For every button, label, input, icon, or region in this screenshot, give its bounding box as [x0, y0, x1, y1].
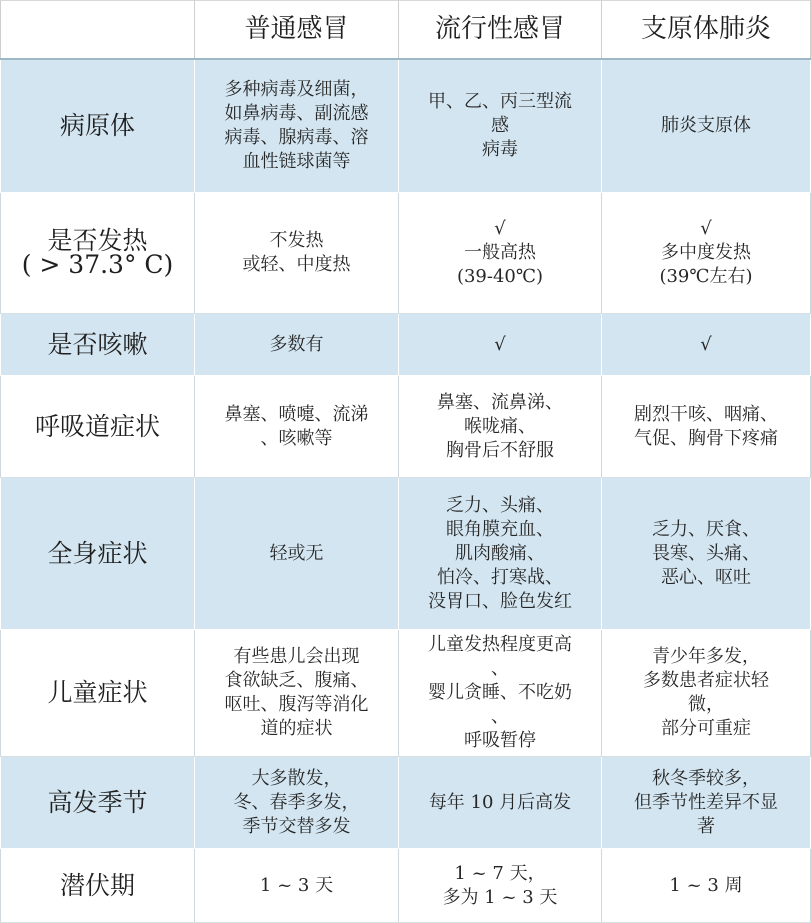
table-row-child-symptoms — [1, 630, 811, 757]
row-label: 病原体 — [1, 59, 195, 193]
table-header-row — [1, 1, 811, 59]
cell-mycoplasma: 秋冬季较多， 但季节性差异不显 著 — [602, 757, 811, 849]
cell-influenza: 每年 10 月后高发 — [399, 757, 602, 849]
cell-influenza: 甲、乙、丙三型流 感 病毒 — [399, 59, 602, 193]
table-row-peak-season — [1, 757, 811, 849]
table-row-respiratory-symptoms — [1, 376, 811, 478]
cell-influenza: 1 ~ 7 天， 多为 1 ~ 3 天 — [399, 849, 602, 923]
cell-mycoplasma: 剧烈干咳、咽痛、 气促、胸骨下疼痛 — [602, 376, 811, 478]
cell-mycoplasma: 肺炎支原体 — [602, 59, 811, 193]
header-blank-cell — [1, 1, 195, 59]
table-row-systemic-symptoms — [1, 478, 811, 630]
cell-common-cold: 鼻塞、喷嚏、流涕 、咳嗽等 — [195, 376, 399, 478]
cell-mycoplasma: 乏力、厌食、 畏寒、头痛、 恶心、呕吐 — [602, 478, 811, 630]
row-label: 是否咳嗽 — [1, 314, 195, 376]
cell-common-cold: 有些患儿会出现 食欲缺乏、腹痛、 呕吐、腹泻等消化 道的症状 — [195, 630, 399, 757]
table-row-cough — [1, 314, 811, 376]
row-label: 是否发热 ( > 37.3° C) — [1, 193, 195, 314]
cell-common-cold: 多数有 — [195, 314, 399, 376]
cell-influenza: √ — [399, 314, 602, 376]
row-label: 全身症状 — [1, 478, 195, 630]
cell-mycoplasma: 青少年多发， 多数患者症状轻 微， 部分可重症 — [602, 630, 811, 757]
cell-mycoplasma: 1 ~ 3 周 — [602, 849, 811, 923]
row-label: 潜伏期 — [1, 849, 195, 923]
header-influenza: 流行性感冒 — [399, 1, 602, 59]
row-label: 儿童症状 — [1, 630, 195, 757]
cell-influenza: 儿童发热程度更高 、 婴儿贪睡、不吃奶 、 呼吸暂停 — [399, 630, 602, 757]
cell-common-cold: 轻或无 — [195, 478, 399, 630]
cell-common-cold: 大多散发， 冬、春季多发， 季节交替多发 — [195, 757, 399, 849]
cell-mycoplasma: √ 多中度发热 (39℃左右) — [602, 193, 811, 314]
cell-influenza: 乏力、头痛、 眼角膜充血、 肌肉酸痛、 怕冷、打寒战、 没胃口、脸色发红 — [399, 478, 602, 630]
table-row-pathogen — [1, 59, 811, 193]
cell-common-cold: 不发热 或轻、中度热 — [195, 193, 399, 314]
header-common-cold: 普通感冒 — [195, 1, 399, 59]
header-mycoplasma-pneumonia: 支原体肺炎 — [602, 1, 811, 59]
cell-mycoplasma: √ — [602, 314, 811, 376]
cell-common-cold: 多种病毒及细菌， 如鼻病毒、副流感 病毒、腺病毒、溶 血性链球菌等 — [195, 59, 399, 193]
table-row-fever — [1, 193, 811, 314]
cell-common-cold: 1 ~ 3 天 — [195, 849, 399, 923]
row-label: 呼吸道症状 — [1, 376, 195, 478]
row-label: 高发季节 — [1, 757, 195, 849]
cell-influenza: 鼻塞、流鼻涕、 喉咙痛、 胸骨后不舒服 — [399, 376, 602, 478]
cell-influenza: √ 一般高热 (39-40℃) — [399, 193, 602, 314]
table-row-incubation-period — [1, 849, 811, 923]
